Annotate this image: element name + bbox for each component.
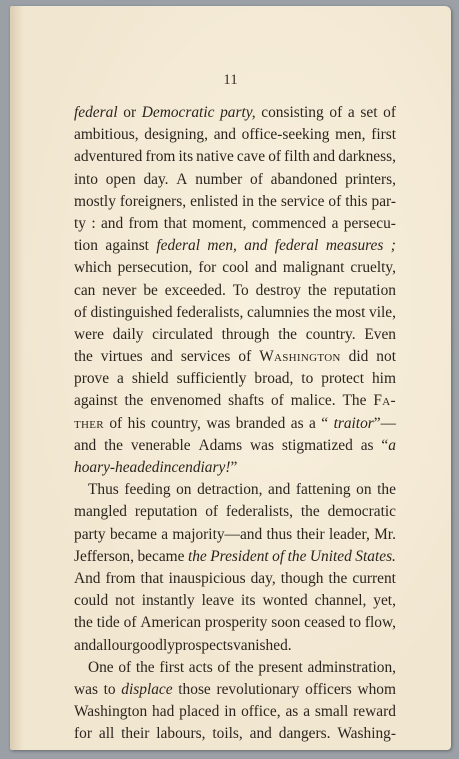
word: calumnies: [246, 303, 310, 321]
word: on: [356, 481, 372, 499]
word: virtues: [100, 348, 143, 366]
word: and: [100, 214, 124, 232]
word: leave: [201, 592, 235, 610]
word: to: [349, 614, 362, 632]
word: men,: [335, 126, 366, 144]
word: vile,: [369, 303, 396, 321]
word: prosperity: [204, 614, 268, 632]
word: filth: [284, 148, 310, 166]
word: of: [328, 192, 342, 210]
word: day.: [143, 170, 169, 188]
word: flow,: [364, 614, 396, 632]
word: channel,: [314, 592, 367, 610]
word: Adams: [198, 436, 243, 454]
word: cruelty,: [350, 259, 396, 277]
word: States.: [355, 547, 396, 565]
text-line: [74, 679, 396, 701]
word: adminstration,: [307, 658, 396, 676]
word: Thus: [88, 481, 119, 499]
word: fattening: [295, 481, 351, 499]
word: sufficiently: [176, 370, 247, 388]
word: toils,: [212, 725, 243, 743]
word: him: [371, 370, 396, 388]
text-line: [74, 280, 396, 302]
word: ther: [74, 414, 104, 432]
word: native: [196, 148, 234, 166]
word: first: [159, 658, 185, 676]
word: and: [268, 481, 291, 499]
word: a: [161, 525, 169, 543]
word: was: [74, 680, 98, 698]
word: Washing-: [337, 725, 396, 743]
text-line: [74, 146, 396, 168]
text-line: [74, 657, 396, 679]
word: reward: [353, 703, 396, 721]
text-line: [74, 324, 396, 346]
word: ty: [74, 214, 86, 232]
word: broad,: [254, 370, 294, 388]
word: of: [118, 658, 132, 676]
word: malice.: [290, 392, 336, 410]
word: democratic: [327, 503, 396, 521]
word: Mr.: [374, 525, 396, 543]
word: of: [217, 658, 231, 676]
word: reputation: [333, 281, 396, 299]
word: tion: [74, 237, 98, 255]
word: of: [123, 614, 137, 632]
word: To: [232, 281, 249, 299]
text-line: [74, 635, 396, 657]
word: protect: [321, 370, 364, 388]
word: office,: [241, 703, 281, 721]
word: against: [105, 237, 149, 255]
word: open: [105, 170, 136, 188]
word: circulated: [152, 325, 213, 343]
word: federal: [74, 104, 118, 121]
word: mangled: [74, 503, 127, 521]
word: its: [178, 148, 194, 166]
word: Washington: [74, 703, 148, 721]
word: placed: [179, 703, 220, 721]
word: the: [74, 614, 93, 632]
word: traitor”—: [333, 414, 396, 432]
word: goodly: [132, 636, 175, 654]
word: the: [312, 303, 332, 321]
word: moment,: [192, 214, 247, 232]
word: wonted: [262, 592, 308, 610]
word: :: [91, 214, 96, 232]
word: enlisted: [190, 192, 239, 210]
word: was: [250, 436, 274, 454]
word: designing,: [144, 126, 208, 144]
word: Jefferson,: [74, 547, 134, 565]
word: printers,: [345, 170, 396, 188]
word: whom: [357, 680, 396, 698]
word: for: [74, 725, 92, 743]
word: and: [74, 436, 97, 454]
word: never: [102, 281, 137, 299]
word: all: [96, 636, 112, 654]
word: on: [176, 481, 192, 499]
word: “a: [381, 436, 396, 454]
word: the: [234, 658, 254, 676]
word: reputation: [134, 503, 198, 521]
word: of: [109, 414, 123, 432]
word: leader,: [328, 525, 370, 543]
word: federalists,: [225, 503, 293, 521]
word: of: [270, 392, 284, 410]
word: President: [210, 547, 269, 565]
text-line: [74, 390, 396, 412]
word: the: [300, 503, 320, 521]
word: number: [195, 170, 243, 188]
word: darkness,: [338, 148, 396, 166]
word: a: [309, 414, 316, 432]
word: became: [137, 547, 185, 565]
word: of: [383, 104, 396, 121]
word: And: [74, 569, 101, 587]
word: country,: [151, 414, 201, 432]
word: daily: [112, 325, 144, 343]
word: ;: [390, 237, 396, 255]
word: services: [180, 348, 231, 366]
word: persecution,: [117, 259, 193, 277]
word: the: [307, 281, 327, 299]
text-line: [74, 723, 396, 745]
word: this: [345, 192, 368, 210]
word: Democratic: [141, 104, 215, 121]
word: envenomed: [150, 392, 222, 410]
text-line: [74, 457, 396, 479]
word: measures: [325, 237, 384, 255]
word: or: [123, 104, 137, 121]
word: most: [335, 303, 366, 321]
word: venerable: [130, 436, 191, 454]
word: current: [352, 569, 396, 587]
word: consisting: [261, 104, 324, 121]
text-line: [74, 235, 396, 257]
word: and: [312, 148, 336, 166]
word: the: [104, 436, 123, 454]
word: into: [74, 170, 98, 188]
word: the: [287, 547, 307, 565]
word: service: [280, 192, 325, 210]
word: destroy: [255, 281, 301, 299]
word: revolutionary: [216, 680, 300, 698]
word: of: [205, 503, 219, 521]
text-line: [74, 568, 396, 590]
word: thus: [266, 525, 293, 543]
word: malignant: [282, 259, 345, 277]
word: foreigners,: [119, 192, 187, 210]
word: detraction,: [197, 481, 263, 499]
word: tide: [96, 614, 120, 632]
word: persecu-: [343, 214, 396, 232]
word: through: [221, 325, 270, 343]
word: were: [74, 325, 104, 343]
word: ceased: [304, 614, 346, 632]
word: as: [360, 436, 374, 454]
word: all: [98, 725, 115, 743]
text-line: [74, 102, 396, 124]
word: and: [254, 259, 277, 277]
word: office-seeking: [241, 126, 330, 144]
text-line: [74, 213, 396, 235]
word: did: [348, 348, 369, 366]
word: of: [238, 348, 252, 366]
word: party,: [220, 104, 256, 121]
word: instantly: [141, 592, 195, 610]
word: officers: [305, 680, 352, 698]
word: first: [371, 126, 396, 144]
word: of: [272, 547, 285, 565]
word: abandoned: [270, 170, 338, 188]
word: a: [117, 370, 124, 388]
word: adventured: [74, 148, 143, 166]
text-line: [74, 546, 396, 568]
word: One: [88, 658, 114, 676]
text-line: [74, 501, 396, 523]
text-line: [74, 257, 396, 279]
word: !”: [225, 459, 238, 476]
word: labours,: [156, 725, 206, 743]
word: their: [121, 725, 150, 743]
word: of: [329, 104, 343, 121]
word: A: [176, 170, 188, 188]
word: day,: [250, 569, 276, 587]
text-line: [74, 590, 396, 612]
word: though: [280, 569, 324, 587]
word: can: [74, 281, 96, 299]
text-line: [74, 612, 396, 634]
word: a: [331, 214, 339, 232]
word: a: [303, 703, 311, 721]
word: the: [328, 569, 348, 587]
word: those: [178, 680, 211, 698]
word: soon: [271, 614, 301, 632]
word: shield: [131, 370, 169, 388]
text-line: [74, 479, 396, 501]
word: be: [143, 281, 158, 299]
text-line: [74, 368, 396, 390]
text-line: [74, 435, 396, 457]
word: hoary-headed: [74, 459, 160, 476]
word: incendiary: [159, 459, 226, 476]
word: party: [74, 525, 106, 543]
word: ambitious,: [74, 126, 139, 144]
word: and: [150, 348, 173, 366]
word: which: [74, 259, 112, 277]
word: not: [376, 348, 396, 366]
word: shafts: [228, 392, 265, 410]
word: Even: [364, 325, 396, 343]
word: the: [124, 392, 144, 410]
word: present: [258, 658, 303, 676]
word: acts: [188, 658, 213, 676]
word: his: [127, 414, 146, 432]
word: distinguished: [90, 303, 173, 321]
word: and: [244, 237, 268, 255]
book-page: [10, 6, 451, 750]
word: that: [140, 569, 164, 587]
word: commenced: [251, 214, 327, 232]
word: federalists,: [176, 303, 244, 321]
word: had: [152, 703, 175, 721]
word: federal: [274, 237, 319, 255]
word: the: [278, 325, 297, 343]
word: the: [74, 348, 93, 366]
word: cave: [236, 148, 266, 166]
word: yet,: [373, 592, 396, 610]
word: men,: [207, 237, 237, 255]
word: The: [342, 392, 367, 410]
text-line: [74, 124, 396, 146]
text-line: [74, 346, 396, 368]
word: “: [321, 414, 329, 432]
word: could: [74, 592, 109, 610]
text-line: [74, 524, 396, 546]
word: became: [109, 525, 157, 543]
word: prospects: [174, 636, 234, 654]
word: from: [105, 569, 136, 587]
word: of: [250, 170, 263, 188]
word: from: [128, 214, 159, 232]
word: to: [301, 370, 314, 388]
word: not: [115, 592, 135, 610]
word: our: [111, 636, 133, 654]
page-body-text: [74, 102, 396, 745]
text-line: [74, 413, 396, 435]
word: vanished.: [233, 636, 292, 654]
word: of: [74, 303, 87, 321]
word: Fa-: [373, 392, 396, 410]
word: the: [377, 481, 396, 499]
word: as: [285, 703, 299, 721]
word: in: [242, 192, 255, 210]
text-line: [74, 701, 396, 723]
word: to: [103, 680, 116, 698]
word: and: [249, 725, 272, 743]
word: a: [347, 104, 355, 121]
word: the: [187, 547, 207, 565]
word: set: [360, 104, 378, 121]
word: prove: [74, 370, 110, 388]
word: exceeded.: [164, 281, 226, 299]
word: American: [140, 614, 202, 632]
word: that: [163, 214, 187, 232]
word: small: [314, 703, 349, 721]
word: majority—and: [172, 525, 263, 543]
word: mostly: [74, 192, 116, 210]
word: and: [74, 636, 97, 654]
word: the: [258, 192, 277, 210]
word: against: [74, 392, 118, 410]
word: their: [296, 525, 325, 543]
word: feeding: [124, 481, 171, 499]
word: and: [213, 126, 236, 144]
word: its: [240, 592, 256, 610]
word: dangers.: [278, 725, 331, 743]
word: as: [290, 414, 304, 432]
text-line: [74, 169, 396, 191]
text-line: [74, 302, 396, 324]
word: country.: [305, 325, 356, 343]
word: cool: [222, 259, 249, 277]
word: from: [145, 148, 176, 166]
word: branded: [235, 414, 286, 432]
word: was: [206, 414, 231, 432]
word: the: [135, 658, 155, 676]
word: in: [224, 703, 237, 721]
word: displace: [121, 680, 173, 698]
word: par-: [371, 192, 396, 210]
word: for: [198, 259, 217, 277]
word: inauspicious: [168, 569, 246, 587]
page-number: 11: [223, 72, 238, 88]
word: federal: [156, 237, 200, 255]
word: Washington: [259, 348, 341, 366]
word: United: [309, 547, 352, 565]
word: of: [268, 148, 282, 166]
text-line: [74, 191, 396, 213]
word: stigmatized: [281, 436, 353, 454]
